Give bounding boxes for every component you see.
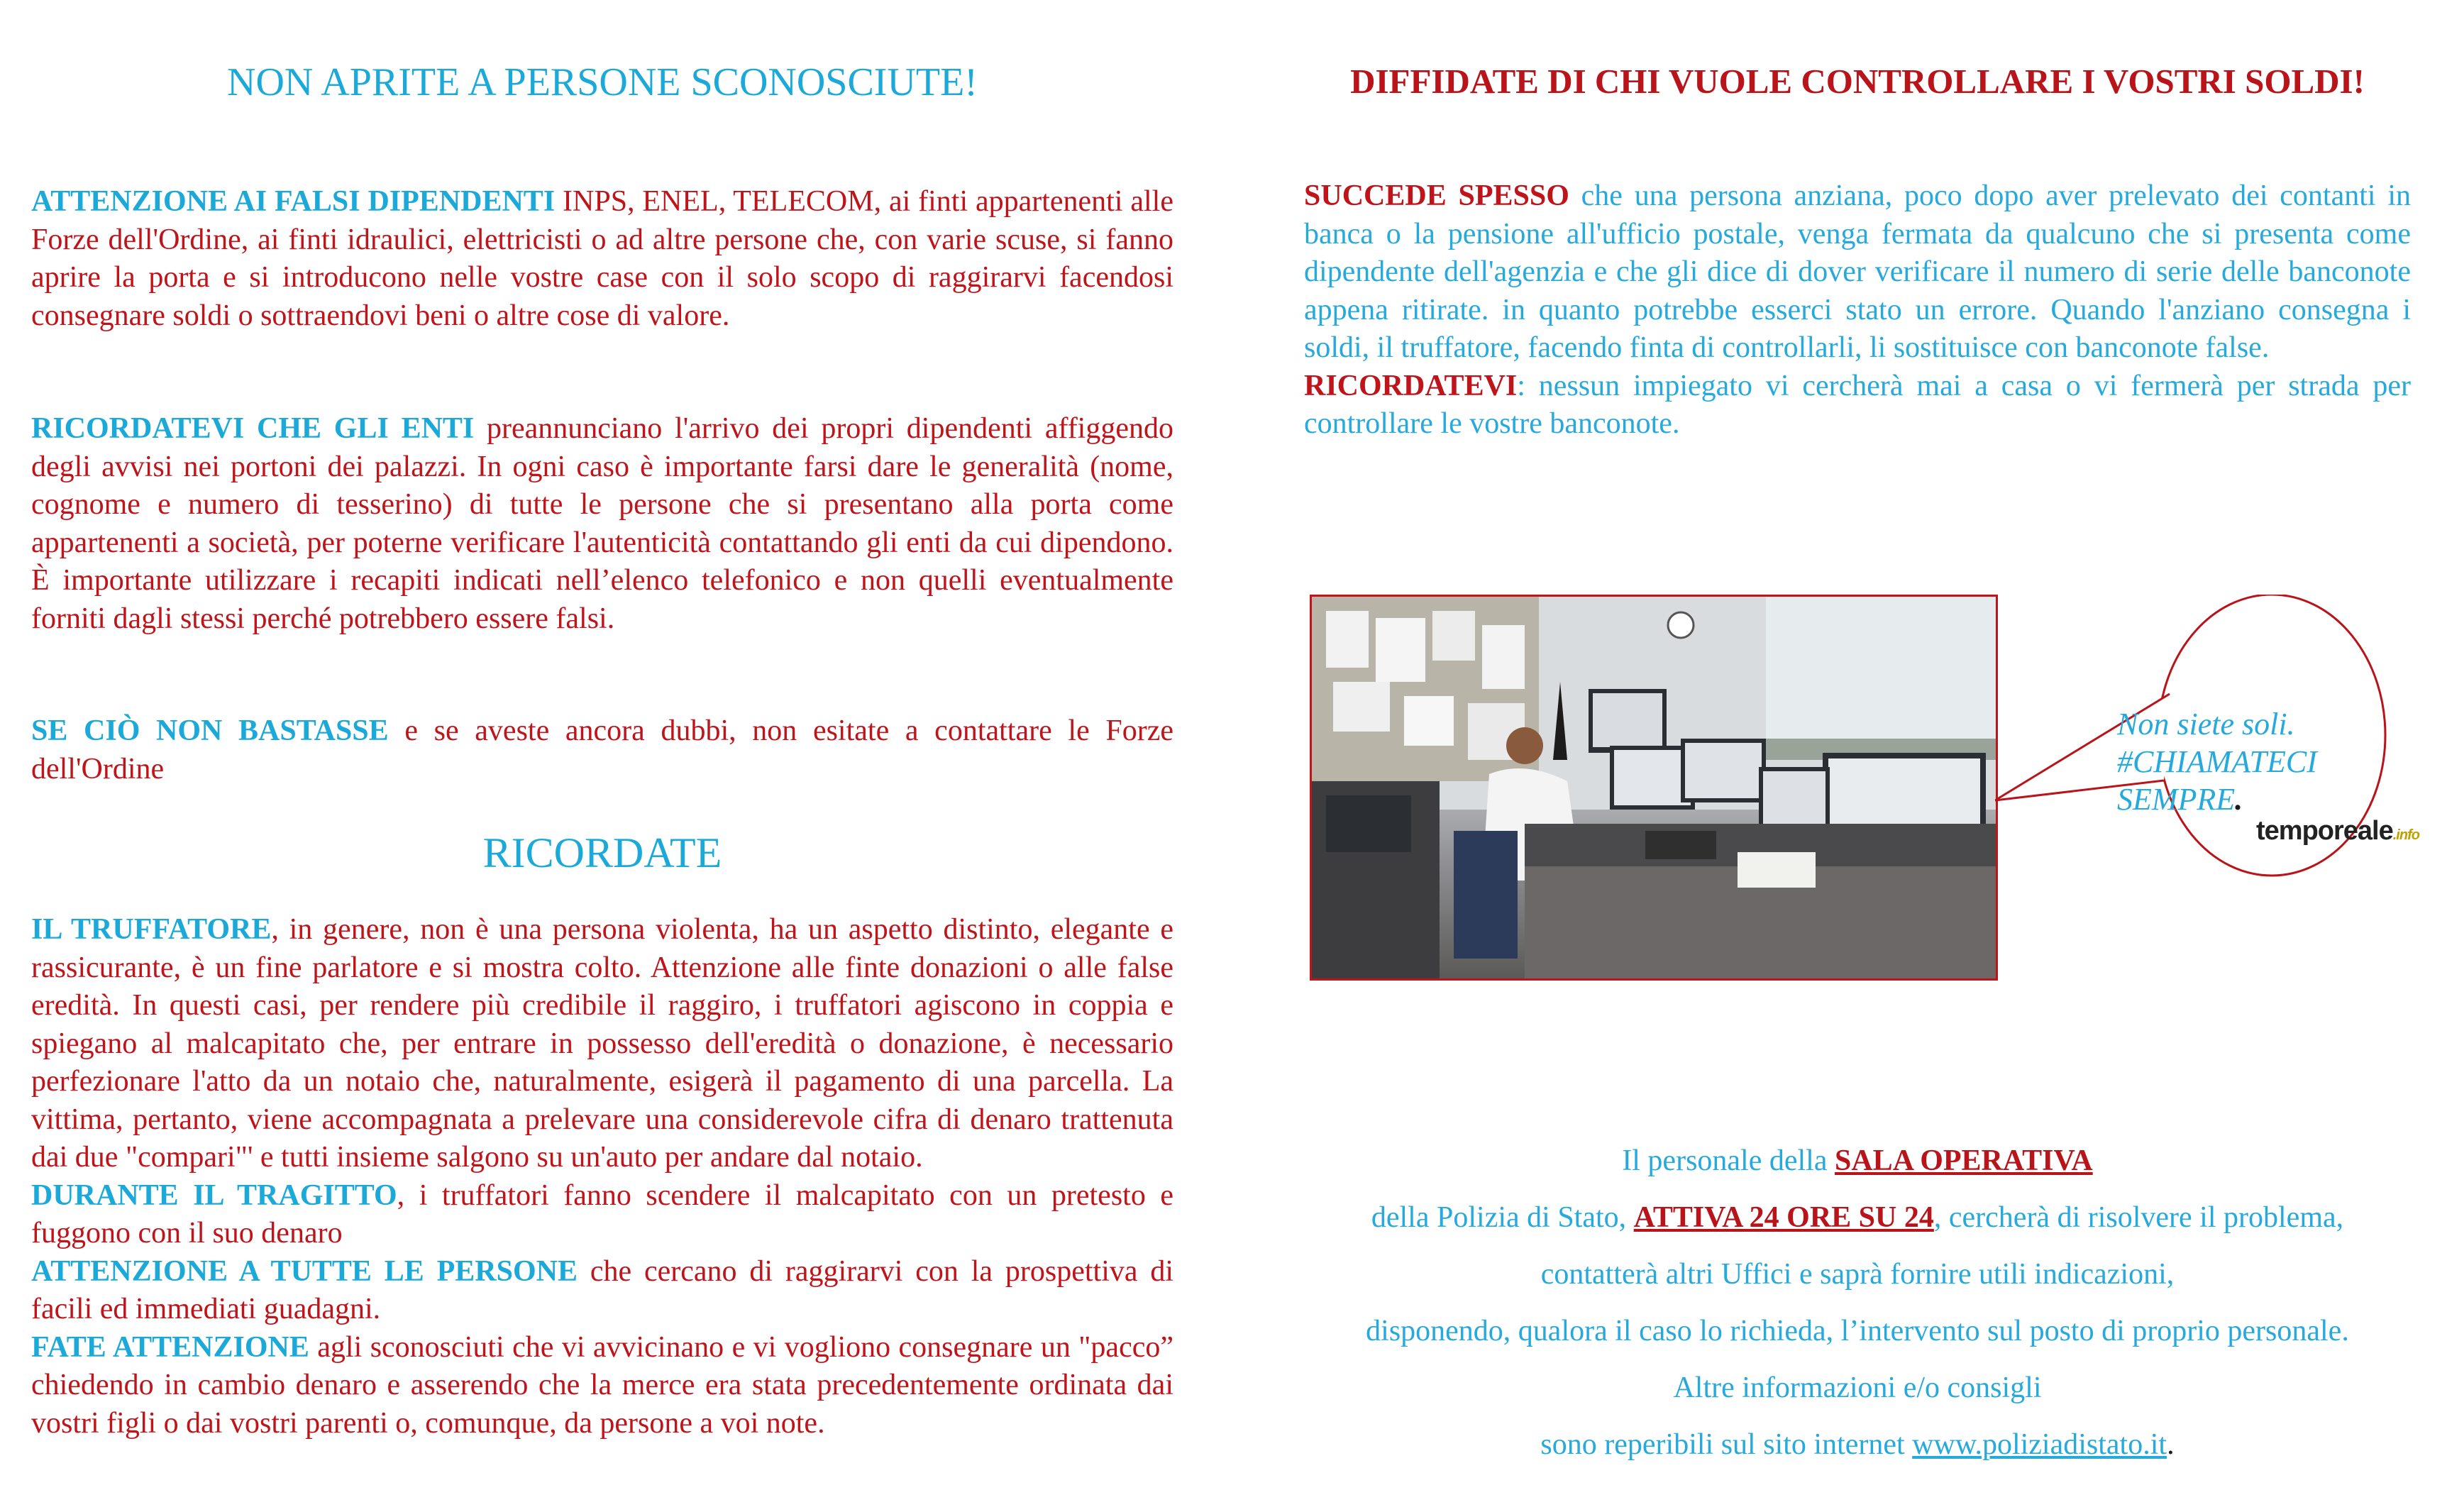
info-text: della Polizia di Stato, [1371, 1201, 1634, 1234]
left-title: NON APRITE A PERSONE SCONOSCIUTE! [227, 60, 978, 104]
paragraph-text: agli sconosciuti che vi avvicinano e vi vogliono consegnare un "pacco” chiedendo in cambio denaro e asserendo che la merce era stata precedentemente ordinata dai vostri figli o dai vostri parenti o, comunque, da persone a voi note. [31, 1330, 1174, 1440]
bubble-line-3: SEMPRE [2117, 782, 2236, 817]
paragraph-text: che cercano di raggirarvi con la prospettiva di facili ed immediati guadagni. [31, 1254, 1173, 1325]
polizia-website-link[interactable]: www.poliziadistato.it [1912, 1428, 2167, 1461]
operations-room-photo [1310, 595, 1998, 981]
info-text: , cercherà di risolvere il problema, [1933, 1201, 2344, 1234]
paragraph-swindler [31, 911, 1173, 1442]
paragraph-remember-entities [31, 410, 1173, 638]
bubble-dot: . [2235, 782, 2243, 817]
keyword-swindler: IL TRUFFATORE [31, 913, 272, 946]
sala-operativa-info [1304, 1132, 2411, 1473]
operations-room-illustration [1312, 597, 1996, 978]
temporeale-logo [2256, 816, 2419, 851]
paragraph-if-not-enough [31, 712, 1173, 788]
paragraph-text: e se aveste ancora dubbi, non esitate a contattare le Forze dell'Ordine [31, 714, 1173, 785]
paragraph-text: INPS, ENEL, TELECOM, ai finti appartenenti alle Forze dell'Ordine, ai finti idraulici, elettricisti o ad altre persone che, con varie scuse, si fanno aprire la porta e si introducono nelle vostre case con il solo scopo di raggirarvi facendosi consegnare soldi o sottraendovi beni o altre cose di valore. [31, 185, 1173, 332]
info-text: contatterà altri Uffici e saprà fornire utili indicazioni, [1540, 1258, 2175, 1291]
remember-heading: RICORDATE [482, 829, 722, 876]
bubble-line-1: Non siete soli. [2117, 707, 2295, 741]
bubble-text [2117, 705, 2373, 818]
paragraph-text: , i truffatori fanno scendere il malcapitato con un pretesto e fuggono con il suo denaro [31, 1179, 1174, 1249]
logo-text: temporeale [2256, 816, 2393, 846]
right-title: DIFFIDATE DI CHI VUOLE CONTROLLARE I VOSTRI SOLDI! [1350, 62, 2365, 101]
info-text: disponendo, qualora il caso lo richieda, l’intervento sul posto di proprio personale. [1366, 1315, 2349, 1347]
keyword-false-employees: ATTENZIONE AI FALSI DIPENDENTI [31, 185, 556, 218]
paragraph-often-happens [1304, 177, 2411, 443]
keyword-pay-attention: FATE ATTENZIONE [31, 1330, 309, 1364]
keyword-all-people: ATTENZIONE A TUTTE LE PERSONE [31, 1254, 578, 1288]
keyword-during-trip: DURANTE IL TRAGITTO [31, 1179, 397, 1212]
keyword-if-not-enough: SE CIÒ NON BASTASSE [31, 714, 389, 747]
info-text: Il personale della [1622, 1144, 1835, 1177]
paragraph-text: , in genere, non è una persona violenta, ha un aspetto distinto, elegante e rassicurante, è un fine parlatore e si mostra colto. Attenzione alle finte donazioni o alle false eredità. In questi casi, per rendere più credibile il raggiro, i truffatori agiscono in coppia e spiegano al malcapitato che, per entrare in possesso dell'eredità o donazione, è necessario perfezionare l'atto da un notaio che, naturalmente, esigerà il pagamento di una parcella. La vittima, pertanto, viene accompagnata a prelevare una considerevole cifra di denaro trattenuta dai due "compari"' e tutti insieme salgono su un'auto per andare dal notaio. [31, 913, 1173, 1174]
paragraph-text: preannunciano l'arrivo dei propri dipendenti affiggendo degli avvisi nei portoni dei palazzi. In ogni caso è importante farsi dare le generalità (nome, cognome e numero di tesserino) di tutte le persone che si presentano alla porta come appartenenti a società, per poterne verificare l'autenticità contattando gli enti da cui dipendono. È importante utilizzare i recapiti indicati nell’elenco telefonico e non quelli eventualmente forniti dagli stessi perché potrebbero essere falsi. [31, 412, 1173, 635]
paragraph-text: che una persona anziana, poco dopo aver prelevato dei contanti in banca o la pensione all'ufficio postale, venga fermata da qualcuno che si presenta come dipendente dell'agenzia e che gli dice di dover verificare il numero di serie delle banconote appena ritirate. in quanto potrebbe esserci stato un errore. Quando l'anziano consegna i soldi, il truffatore, facendo finta di controllarli, li sostituisce con banconote false. [1304, 180, 2411, 364]
paragraph-false-employees [31, 183, 1173, 335]
sala-operativa-label: SALA OPERATIVA [1834, 1144, 2093, 1177]
logo-suffix: .info [2392, 827, 2419, 843]
info-text: . [2167, 1428, 2175, 1461]
bubble-line-2: #CHIAMATECI [2117, 744, 2317, 779]
info-text: Altre informazioni e/o consigli [1673, 1372, 2042, 1404]
keyword-remember-entities: RICORDATEVI CHE GLI ENTI [31, 412, 475, 445]
keyword-often-happens: SUCCEDE SPESSO [1304, 180, 1569, 212]
keyword-remember: RICORDATEVI [1304, 369, 1518, 402]
info-text: sono reperibili sul sito internet [1540, 1428, 1913, 1461]
attiva-24-label: ATTIVA 24 ORE SU 24 [1633, 1201, 1934, 1234]
paragraph-text: : nessun impiegato vi cercherà mai a casa o vi fermerà per strada per controllare le vostre banconote. [1304, 369, 2411, 440]
